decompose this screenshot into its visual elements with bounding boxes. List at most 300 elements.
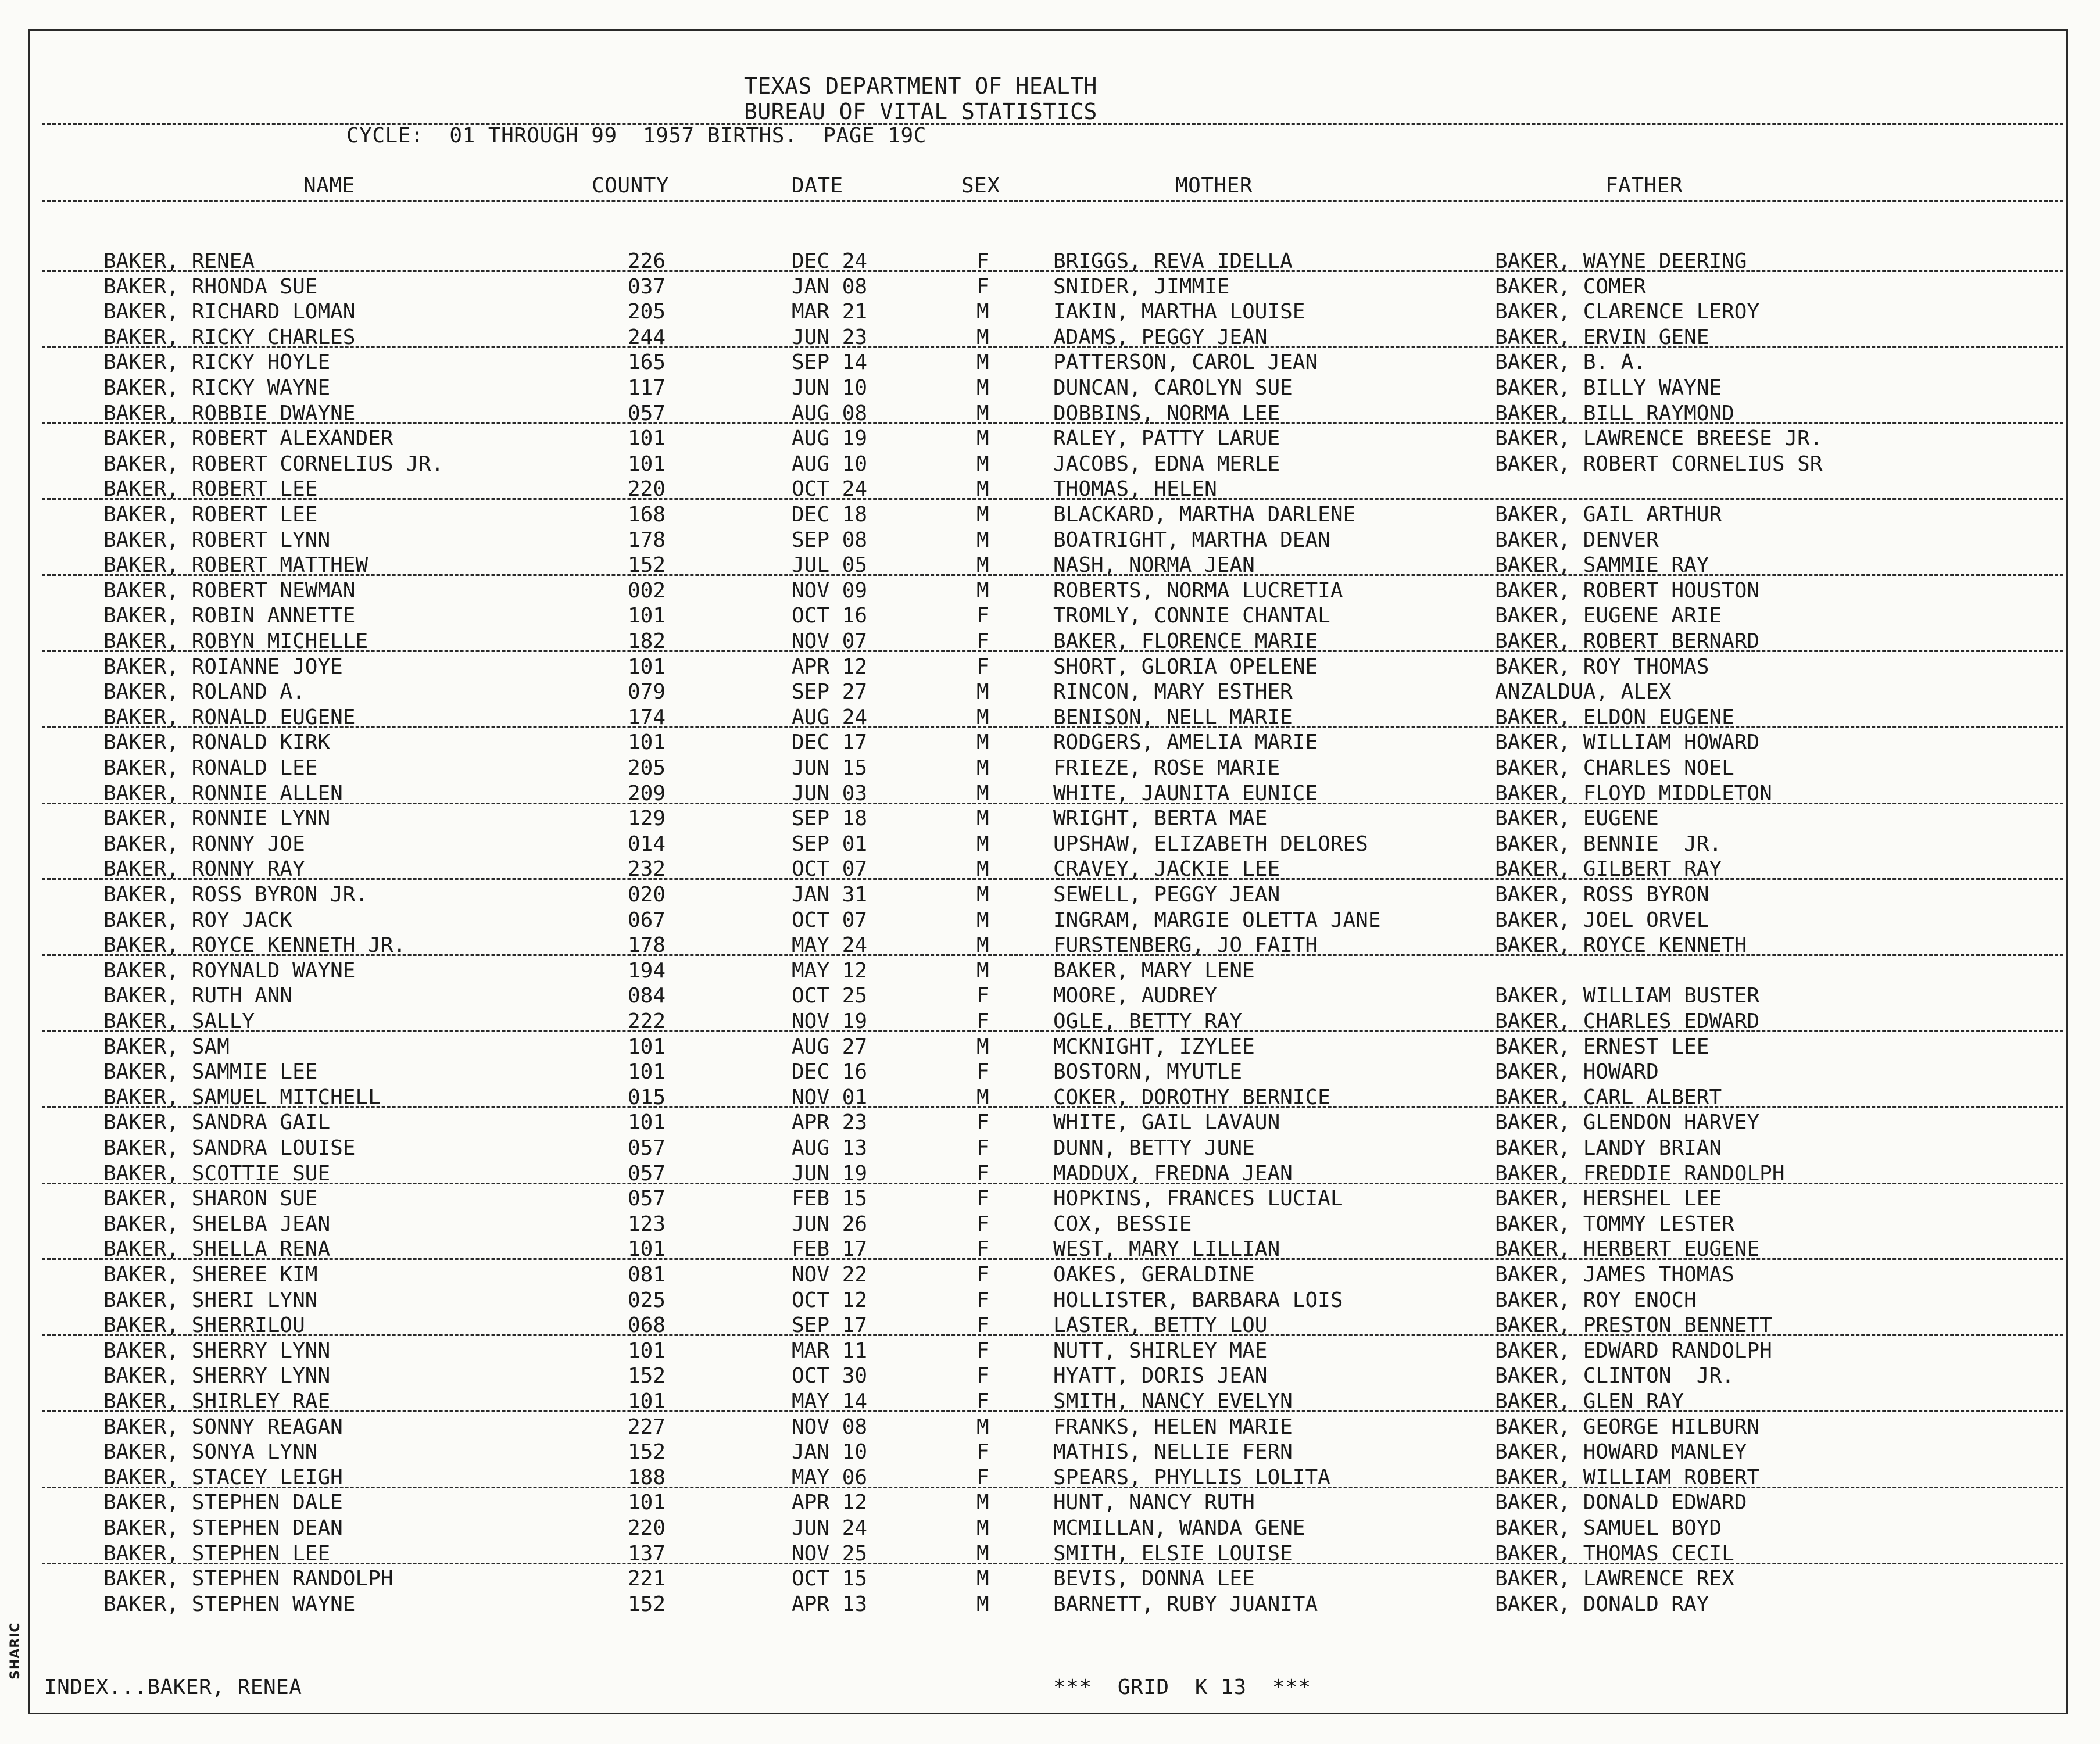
cell-sex: F — [976, 1288, 989, 1312]
cell-county: 025 — [628, 1288, 666, 1312]
cell-county: 209 — [628, 781, 666, 805]
cell-sex: F — [976, 654, 989, 679]
cell-mother: BRIGGS, REVA IDELLA — [1053, 249, 1293, 273]
cell-date: DEC 16 — [792, 1060, 868, 1084]
cell-mother: TROMLY, CONNIE CHANTAL — [1053, 604, 1330, 628]
cell-father: BAKER, GLENDON HARVEY — [1495, 1111, 1760, 1135]
cell-mother: WHITE, GAIL LAVAUN — [1053, 1111, 1280, 1135]
cell-mother: WHITE, JAUNITA EUNICE — [1053, 781, 1318, 805]
cell-mother: BEVIS, DONNA LEE — [1053, 1567, 1255, 1591]
cell-father: BAKER, HERBERT EUGENE — [1495, 1237, 1760, 1262]
cell-county: 205 — [628, 300, 666, 324]
cell-name: BAKER, STEPHEN RANDOLPH — [103, 1567, 393, 1591]
cell-name: BAKER, SHERI LYNN — [103, 1288, 318, 1312]
cell-father: BAKER, PRESTON BENNETT — [1495, 1313, 1772, 1338]
cell-date: MAY 06 — [792, 1465, 868, 1489]
cell-mother: ROBERTS, NORMA LUCRETIA — [1053, 578, 1343, 603]
cell-father: BAKER, HOWARD MANLEY — [1495, 1440, 1747, 1464]
cell-county: 178 — [628, 528, 666, 552]
cell-sex: F — [976, 1364, 989, 1388]
cell-father: BAKER, FREDDIE RANDOLPH — [1495, 1161, 1785, 1186]
cell-name: BAKER, ROBERT LYNN — [103, 528, 331, 552]
cell-name: BAKER, SAM — [103, 1034, 230, 1059]
cell-sex: M — [976, 705, 989, 729]
table-row — [0, 1262, 2100, 1287]
row-separator-rule — [42, 878, 2063, 880]
cell-county: 129 — [628, 807, 666, 831]
table-row — [0, 1566, 2100, 1591]
cell-mother: BAKER, FLORENCE MARIE — [1053, 629, 1318, 653]
cell-sex: M — [976, 1034, 989, 1059]
cell-father: BAKER, JAMES THOMAS — [1495, 1263, 1734, 1287]
agency-title: TEXAS DEPARTMENT OF HEALTH — [744, 73, 1097, 99]
cell-name: BAKER, SONNY REAGAN — [103, 1414, 343, 1439]
cell-father: BAKER, WAYNE DEERING — [1495, 249, 1747, 273]
cell-name: BAKER, ROBERT CORNELIUS JR. — [103, 452, 444, 476]
cell-date: SEP 08 — [792, 528, 868, 552]
cell-father: BAKER, ROBERT HOUSTON — [1495, 578, 1760, 603]
cell-mother: RINCON, MARY ESTHER — [1053, 680, 1293, 704]
cell-mother: HYATT, DORIS JEAN — [1053, 1364, 1268, 1388]
cell-sex: F — [976, 1212, 989, 1236]
cell-father: BAKER, JOEL ORVEL — [1495, 908, 1709, 932]
cell-county: 117 — [628, 376, 666, 400]
cell-date: DEC 17 — [792, 730, 868, 755]
cell-name: BAKER, ROBERT NEWMAN — [103, 578, 356, 603]
cell-sex: M — [976, 680, 989, 704]
cell-sex: M — [976, 528, 989, 552]
cell-county: 084 — [628, 984, 666, 1008]
cell-sex: F — [976, 629, 989, 653]
cell-sex: M — [976, 908, 989, 932]
table-row — [0, 1288, 2100, 1313]
cell-county: 244 — [628, 325, 666, 349]
row-separator-rule — [42, 803, 2063, 804]
cell-name: BAKER, ROY JACK — [103, 908, 293, 932]
cell-father: BAKER, TOMMY LESTER — [1495, 1212, 1734, 1236]
cell-county: 152 — [628, 1592, 666, 1616]
row-separator-rule — [42, 574, 2063, 576]
cell-date: JAN 10 — [792, 1440, 868, 1464]
cell-county: 101 — [628, 1237, 666, 1262]
cell-mother: ADAMS, PEGGY JEAN — [1053, 325, 1268, 349]
row-separator-rule — [42, 1410, 2063, 1412]
cell-mother: RALEY, PATTY LARUE — [1053, 427, 1280, 451]
cell-county: 057 — [628, 401, 666, 425]
cell-date: OCT 07 — [792, 857, 868, 882]
column-header-father: FATHER — [1605, 174, 1683, 198]
cell-name: BAKER, SHERRILOU — [103, 1313, 305, 1338]
cell-name: BAKER, STEPHEN DEAN — [103, 1516, 343, 1540]
cell-mother: CRAVEY, JACKIE LEE — [1053, 857, 1280, 882]
cycle-line: CYCLE: 01 THROUGH 99 1957 BIRTHS. PAGE 19C — [346, 124, 926, 148]
cell-county: 227 — [628, 1414, 666, 1439]
cell-county: 101 — [628, 1111, 666, 1135]
cell-name: BAKER, STACEY LEIGH — [103, 1465, 343, 1489]
cell-father: BAKER, WILLIAM BUSTER — [1495, 984, 1760, 1008]
table-row — [0, 603, 2100, 628]
cell-mother: BOATRIGHT, MARTHA DEAN — [1053, 528, 1330, 552]
cell-date: SEP 27 — [792, 680, 868, 704]
cell-father: BAKER, DENVER — [1495, 528, 1659, 552]
cell-county: 152 — [628, 1440, 666, 1464]
cell-sex: F — [976, 1338, 989, 1363]
cell-county: 222 — [628, 1009, 666, 1033]
cell-sex: M — [976, 781, 989, 805]
cell-name: BAKER, STEPHEN DALE — [103, 1491, 343, 1515]
cell-sex: M — [976, 807, 989, 831]
cell-sex: F — [976, 1263, 989, 1287]
cell-date: NOV 22 — [792, 1263, 868, 1287]
cell-date: MAY 24 — [792, 933, 868, 958]
cell-mother: MADDUX, FREDNA JEAN — [1053, 1161, 1293, 1186]
cell-name: BAKER, SHEREE KIM — [103, 1263, 318, 1287]
cell-mother: MOORE, AUDREY — [1053, 984, 1217, 1008]
cell-mother: FURSTENBERG, JO FAITH — [1053, 933, 1318, 958]
table-row — [0, 1110, 2100, 1135]
cell-mother: DUNCAN, CAROLYN SUE — [1053, 376, 1293, 400]
cell-name: BAKER, RONALD KIRK — [103, 730, 331, 755]
cell-county: 101 — [628, 730, 666, 755]
cell-sex: F — [976, 1111, 989, 1135]
table-row — [0, 299, 2100, 324]
row-separator-rule — [42, 498, 2063, 500]
cell-date: SEP 01 — [792, 832, 868, 856]
cell-name: BAKER, ROBBIE DWAYNE — [103, 401, 356, 425]
cell-mother: JACOBS, EDNA MERLE — [1053, 452, 1280, 476]
cell-sex: M — [976, 553, 989, 578]
cell-sex: M — [976, 756, 989, 780]
table-row — [0, 1516, 2100, 1541]
cell-date: JUN 19 — [792, 1161, 868, 1186]
cell-date: SEP 18 — [792, 807, 868, 831]
row-separator-rule — [42, 650, 2063, 652]
cell-date: AUG 19 — [792, 427, 868, 451]
cell-father: BAKER, LAWRENCE REX — [1495, 1567, 1734, 1591]
cell-sex: M — [976, 883, 989, 907]
cell-county: 101 — [628, 427, 666, 451]
cell-county: 137 — [628, 1541, 666, 1566]
cell-sex: M — [976, 401, 989, 425]
row-separator-rule — [42, 954, 2063, 956]
cell-name: BAKER, RICKY WAYNE — [103, 376, 331, 400]
cell-mother: UPSHAW, ELIZABETH DELORES — [1053, 832, 1368, 856]
table-row — [0, 1363, 2100, 1388]
cell-mother: MCMILLAN, WANDA GENE — [1053, 1516, 1305, 1540]
cell-mother: RODGERS, AMELIA MARIE — [1053, 730, 1318, 755]
row-separator-rule — [42, 1563, 2063, 1564]
cell-date: NOV 25 — [792, 1541, 868, 1566]
cell-sex: M — [976, 958, 989, 983]
cell-name: BAKER, RENEA — [103, 249, 255, 273]
cell-county: 037 — [628, 274, 666, 299]
cell-sex: M — [976, 503, 989, 527]
margin-stamp: SHARIC — [8, 1622, 23, 1679]
cell-mother: SMITH, ELSIE LOUISE — [1053, 1541, 1293, 1566]
cell-father: BAKER, LANDY BRIAN — [1495, 1136, 1722, 1160]
cell-county: 165 — [628, 350, 666, 375]
cell-mother: COKER, DOROTHY BERNICE — [1053, 1085, 1330, 1109]
table-row — [0, 1186, 2100, 1211]
cell-name: BAKER, ROSS BYRON JR. — [103, 883, 369, 907]
cell-date: JUN 10 — [792, 376, 868, 400]
column-header-county: COUNTY — [592, 174, 670, 198]
table-row — [0, 654, 2100, 679]
cell-name: BAKER, RICKY CHARLES — [103, 325, 356, 349]
table-row — [0, 730, 2100, 755]
table-row — [0, 502, 2100, 527]
row-separator-rule — [42, 1487, 2063, 1488]
cell-name: BAKER, SALLY — [103, 1009, 255, 1033]
cell-sex: M — [976, 300, 989, 324]
cell-name: BAKER, SANDRA LOUISE — [103, 1136, 356, 1160]
cell-father: BAKER, ROBERT BERNARD — [1495, 629, 1760, 653]
cell-county: 101 — [628, 1060, 666, 1084]
column-header-mother: MOTHER — [1175, 174, 1253, 198]
cell-name: BAKER, SHIRLEY RAE — [103, 1390, 331, 1413]
cell-mother: WEST, MARY LILLIAN — [1053, 1237, 1280, 1262]
table-row — [0, 1439, 2100, 1464]
cell-sex: F — [976, 1060, 989, 1084]
cell-date: OCT 07 — [792, 908, 868, 932]
cell-sex: F — [976, 1313, 989, 1338]
row-separator-rule — [42, 346, 2063, 348]
cell-sex: F — [976, 1237, 989, 1262]
cell-name: BAKER, ROBERT LEE — [103, 477, 318, 502]
cell-name: BAKER, SAMMIE LEE — [103, 1060, 318, 1084]
cell-mother: SNIDER, JIMMIE — [1053, 274, 1230, 299]
cell-date: MAR 11 — [792, 1338, 868, 1363]
cell-sex: M — [976, 1516, 989, 1540]
cell-date: APR 23 — [792, 1111, 868, 1135]
cell-mother: HOPKINS, FRANCES LUCIAL — [1053, 1187, 1343, 1211]
cell-date: DEC 24 — [792, 249, 868, 273]
cell-father: BAKER, HOWARD — [1495, 1060, 1659, 1084]
cell-father: BAKER, B. A. — [1495, 350, 1647, 375]
cell-name: BAKER, SANDRA GAIL — [103, 1111, 331, 1135]
cell-date: JUL 05 — [792, 553, 868, 578]
cell-sex: M — [976, 1085, 989, 1109]
cell-sex: M — [976, 1567, 989, 1591]
cell-mother: SPEARS, PHYLLIS LOLITA — [1053, 1465, 1330, 1489]
footer-index: INDEX...BAKER, RENEA — [44, 1675, 302, 1699]
cell-mother: SHORT, GLORIA OPELENE — [1053, 654, 1318, 679]
cell-father: BAKER, FLOYD MIDDLETON — [1495, 781, 1772, 805]
cell-name: BAKER, SHERRY LYNN — [103, 1364, 331, 1388]
column-header-rule — [42, 200, 2063, 202]
cell-county: 002 — [628, 578, 666, 603]
cell-mother: FRANKS, HELEN MARIE — [1053, 1414, 1293, 1439]
cell-father: BAKER, BENNIE JR. — [1495, 832, 1722, 856]
table-row — [0, 1338, 2100, 1363]
table-row — [0, 350, 2100, 375]
cell-name: BAKER, ROBYN MICHELLE — [103, 629, 369, 653]
cell-date: NOV 19 — [792, 1009, 868, 1033]
cell-father: BAKER, WILLIAM HOWARD — [1495, 730, 1760, 755]
cell-name: BAKER, RONNIE ALLEN — [103, 781, 343, 805]
cell-date: OCT 25 — [792, 984, 868, 1008]
bureau-title: BUREAU OF VITAL STATISTICS — [744, 99, 1097, 124]
cell-sex: M — [976, 730, 989, 755]
table-row — [0, 1414, 2100, 1439]
cell-date: APR 12 — [792, 654, 868, 679]
cell-county: 152 — [628, 1364, 666, 1388]
cell-father: BAKER, ROY ENOCH — [1495, 1288, 1697, 1312]
table-row — [0, 426, 2100, 451]
cell-mother: MATHIS, NELLIE FERN — [1053, 1440, 1293, 1464]
cell-sex: M — [976, 1592, 989, 1616]
cell-father: BAKER, CLINTON JR. — [1495, 1364, 1734, 1388]
cell-father: BAKER, CHARLES NOEL — [1495, 756, 1734, 780]
cell-sex: M — [976, 857, 989, 882]
footer-grid: *** GRID K 13 *** — [1053, 1675, 1311, 1699]
cell-father: BAKER, LAWRENCE BREESE JR. — [1495, 427, 1823, 451]
cell-date: MAY 14 — [792, 1390, 868, 1413]
cell-county: 226 — [628, 249, 666, 273]
cell-county: 220 — [628, 1516, 666, 1540]
cell-sex: F — [976, 1390, 989, 1413]
cell-name: BAKER, STEPHEN WAYNE — [103, 1592, 356, 1616]
cell-mother: WRIGHT, BERTA MAE — [1053, 807, 1268, 831]
cell-date: APR 13 — [792, 1592, 868, 1616]
table-row — [0, 1592, 2100, 1617]
cell-date: OCT 30 — [792, 1364, 868, 1388]
cell-county: 057 — [628, 1161, 666, 1186]
cell-sex: F — [976, 1440, 989, 1464]
table-row — [0, 1212, 2100, 1237]
cell-county: 101 — [628, 1338, 666, 1363]
cell-name: BAKER, ROBIN ANNETTE — [103, 604, 356, 628]
cell-county: 020 — [628, 883, 666, 907]
cell-mother: OGLE, BETTY RAY — [1053, 1009, 1243, 1033]
cell-father: BAKER, CARL ALBERT — [1495, 1085, 1722, 1109]
cell-sex: M — [976, 477, 989, 502]
cell-father: BAKER, EDWARD RANDOLPH — [1495, 1338, 1772, 1363]
cell-name: BAKER, SONYA LYNN — [103, 1440, 318, 1464]
cell-county: 174 — [628, 705, 666, 729]
cell-date: AUG 13 — [792, 1136, 868, 1160]
cell-date: NOV 08 — [792, 1414, 868, 1439]
cell-county: 188 — [628, 1465, 666, 1489]
cell-sex: F — [976, 604, 989, 628]
cell-date: AUG 27 — [792, 1034, 868, 1059]
cell-name: BAKER, SHARON SUE — [103, 1187, 318, 1211]
cell-name: BAKER, RUTH ANN — [103, 984, 293, 1008]
cell-county: 101 — [628, 654, 666, 679]
cell-sex: M — [976, 376, 989, 400]
cell-county: 194 — [628, 958, 666, 983]
cell-name: BAKER, ROIANNE JOYE — [103, 654, 343, 679]
cell-mother: BENISON, NELL MARIE — [1053, 705, 1293, 729]
cell-county: 182 — [628, 629, 666, 653]
cell-sex: M — [976, 578, 989, 603]
cell-father: BAKER, ROBERT CORNELIUS SR — [1495, 452, 1823, 476]
cell-father: BAKER, ROY THOMAS — [1495, 654, 1709, 679]
cell-mother: HUNT, NANCY RUTH — [1053, 1491, 1255, 1515]
cell-county: 168 — [628, 503, 666, 527]
cell-name: BAKER, SAMUEL MITCHELL — [103, 1085, 381, 1109]
cell-county: 152 — [628, 553, 666, 578]
cell-date: FEB 15 — [792, 1187, 868, 1211]
cell-mother: BARNETT, RUBY JUANITA — [1053, 1592, 1318, 1616]
cell-date: JUN 23 — [792, 325, 868, 349]
cell-sex: F — [976, 1187, 989, 1211]
cell-date: NOV 09 — [792, 578, 868, 603]
cell-date: NOV 07 — [792, 629, 868, 653]
cell-mother: PATTERSON, CAROL JEAN — [1053, 350, 1318, 375]
cell-mother: DUNN, BETTY JUNE — [1053, 1136, 1255, 1160]
cell-father: BAKER, ERNEST LEE — [1495, 1034, 1709, 1059]
cell-date: AUG 08 — [792, 401, 868, 425]
cell-sex: F — [976, 1136, 989, 1160]
row-separator-rule — [42, 1183, 2063, 1184]
cell-date: JUN 15 — [792, 756, 868, 780]
cell-county: 015 — [628, 1085, 666, 1109]
cell-date: JAN 08 — [792, 274, 868, 299]
cell-father: BAKER, CHARLES EDWARD — [1495, 1009, 1760, 1033]
cell-name: BAKER, ROBERT ALEXANDER — [103, 427, 393, 451]
cell-mother: LASTER, BETTY LOU — [1053, 1313, 1268, 1338]
table-row — [0, 882, 2100, 907]
cell-county: 123 — [628, 1212, 666, 1236]
cell-sex: M — [976, 427, 989, 451]
cell-county: 101 — [628, 604, 666, 628]
cell-sex: M — [976, 1541, 989, 1566]
row-separator-rule — [42, 1258, 2063, 1260]
table-row — [0, 908, 2100, 933]
table-row — [0, 755, 2100, 780]
cell-mother: OAKES, GERALDINE — [1053, 1263, 1255, 1287]
cell-name: BAKER, STEPHEN LEE — [103, 1541, 331, 1566]
cell-date: SEP 17 — [792, 1313, 868, 1338]
cell-sex: M — [976, 832, 989, 856]
cell-date: MAY 12 — [792, 958, 868, 983]
cell-mother: THOMAS, HELEN — [1053, 477, 1217, 502]
cell-sex: F — [976, 1161, 989, 1186]
table-row — [0, 375, 2100, 400]
cell-father: BAKER, ELDON EUGENE — [1495, 705, 1734, 729]
cell-county: 178 — [628, 933, 666, 958]
header-rule — [42, 123, 2063, 125]
cell-sex: M — [976, 1491, 989, 1515]
cell-father: BAKER, WILLIAM ROBERT — [1495, 1465, 1760, 1489]
cell-father: BAKER, DONALD RAY — [1495, 1592, 1709, 1616]
table-row — [0, 983, 2100, 1008]
cell-father: BAKER, EUGENE ARIE — [1495, 604, 1722, 628]
cell-father: BAKER, HERSHEL LEE — [1495, 1187, 1722, 1211]
cell-county: 068 — [628, 1313, 666, 1338]
cell-date: OCT 15 — [792, 1567, 868, 1591]
cell-mother: SMITH, NANCY EVELYN — [1053, 1390, 1293, 1413]
cell-date: DEC 18 — [792, 503, 868, 527]
cell-mother: HOLLISTER, BARBARA LOIS — [1053, 1288, 1343, 1312]
cell-mother: SEWELL, PEGGY JEAN — [1053, 883, 1280, 907]
cell-mother: MCKNIGHT, IZYLEE — [1053, 1034, 1255, 1059]
cell-sex: M — [976, 452, 989, 476]
cell-mother: FRIEZE, ROSE MARIE — [1053, 756, 1280, 780]
cell-date: JUN 03 — [792, 781, 868, 805]
cell-father: ANZALDUA, ALEX — [1495, 680, 1672, 704]
cell-date: OCT 12 — [792, 1288, 868, 1312]
cell-name: BAKER, SCOTTIE SUE — [103, 1161, 331, 1186]
row-separator-rule — [42, 726, 2063, 728]
cell-date: SEP 14 — [792, 350, 868, 375]
cell-father: BAKER, GAIL ARTHUR — [1495, 503, 1722, 527]
cell-father: BAKER, CLARENCE LEROY — [1495, 300, 1760, 324]
cell-father: BAKER, ROYCE KENNETH — [1495, 933, 1747, 958]
cell-father: BAKER, GLEN RAY — [1495, 1390, 1684, 1413]
cell-name: BAKER, RICKY HOYLE — [103, 350, 331, 375]
